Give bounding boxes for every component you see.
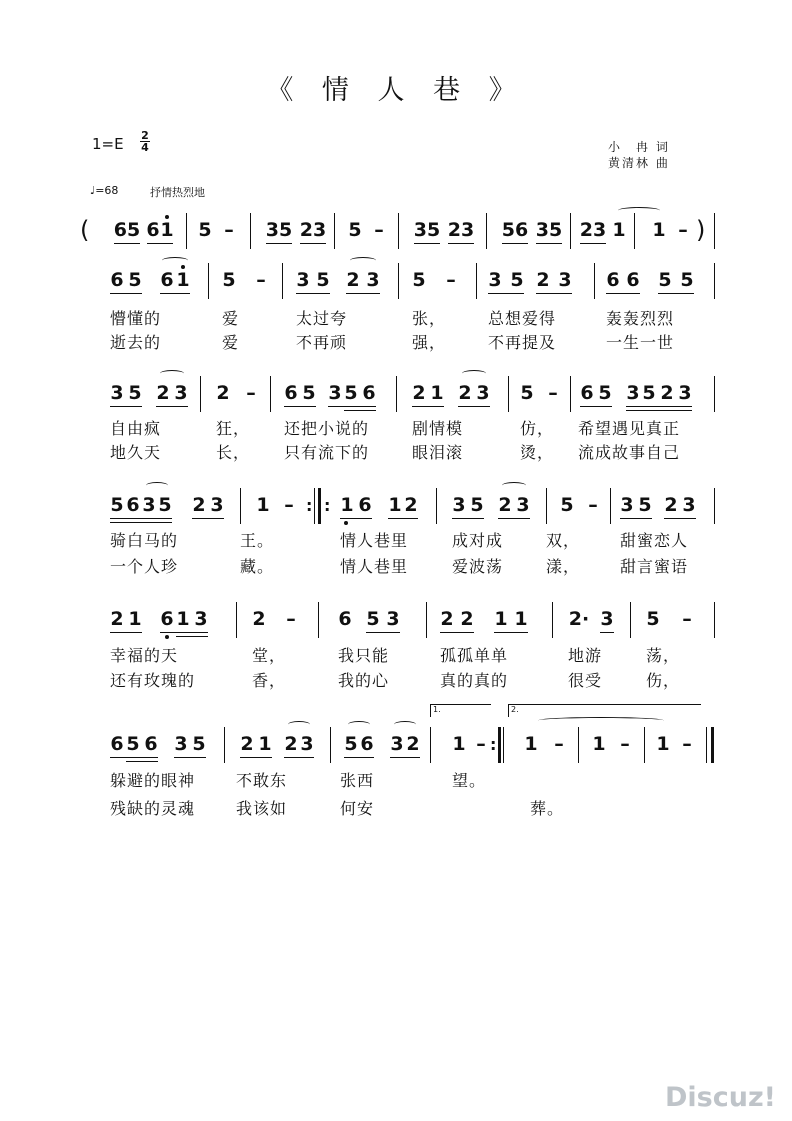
note: 3 <box>174 733 188 755</box>
key-signature: 1=E <box>92 135 124 153</box>
score-row-2 <box>0 376 792 412</box>
lyric: 双， <box>546 531 581 550</box>
open-paren: ( <box>80 216 90 244</box>
note: 3 <box>194 608 208 630</box>
lyric: 张西 <box>340 771 375 790</box>
note: 3 <box>386 608 400 630</box>
lyric: 荡， <box>646 646 681 665</box>
note: 5 <box>110 494 124 516</box>
note: 6 <box>580 382 594 404</box>
note: 2 <box>440 608 454 630</box>
lyric: 一个人珍 <box>110 557 179 576</box>
lyric: 我只能 <box>338 646 390 665</box>
lyric: 葬。 <box>530 799 565 818</box>
repeat-sign: : <box>490 735 497 754</box>
note: 6 <box>110 269 124 291</box>
note: 3 <box>210 494 224 516</box>
note: 2 <box>404 494 418 516</box>
note: – <box>620 733 630 755</box>
note: 2 <box>660 382 674 404</box>
lyric: 还把小说的 <box>284 419 370 438</box>
note: 6 <box>606 269 620 291</box>
note: 56 <box>501 219 529 241</box>
lyric: 何安 <box>340 799 375 818</box>
lyric: 只有流下的 <box>284 443 370 462</box>
note: 5 <box>198 219 212 241</box>
score-row-1 <box>0 263 792 299</box>
note: – <box>682 733 692 755</box>
note: 5 <box>658 269 672 291</box>
expression-mark: 抒情热烈地 <box>150 186 205 199</box>
note: 6 <box>126 494 140 516</box>
note: 2 <box>406 733 420 755</box>
note: 3 <box>452 494 466 516</box>
repeat-sign: : <box>306 496 313 515</box>
note: 35 <box>265 219 293 241</box>
note: 5 <box>646 608 660 630</box>
note: 6 <box>338 608 352 630</box>
note: 5 <box>412 269 426 291</box>
note: 3 <box>174 382 188 404</box>
note: 1 <box>592 733 606 755</box>
tempo-mark: ♩=68 <box>90 184 119 197</box>
note: 1 <box>612 219 626 241</box>
note: 3 <box>600 608 614 630</box>
note: 1 <box>160 219 174 241</box>
note: 3 <box>682 494 696 516</box>
lyric: 张， <box>412 309 447 328</box>
note: – <box>224 219 234 241</box>
note: 1 <box>340 494 354 516</box>
lyric: 不再提及 <box>488 333 557 352</box>
lyric: 太过夸 <box>296 309 348 328</box>
lyric: 一生一世 <box>606 333 675 352</box>
score-row-4 <box>0 602 792 638</box>
note: 2 <box>284 733 298 755</box>
note: – <box>374 219 384 241</box>
lyric: 香， <box>252 671 287 690</box>
lyric: 孤孤单单 <box>440 646 509 665</box>
note: 3 <box>620 494 634 516</box>
note: 5 <box>642 382 656 404</box>
note: 1 <box>494 608 508 630</box>
note: – <box>588 494 598 516</box>
note: 3 <box>300 733 314 755</box>
note: 5 <box>344 382 358 404</box>
note: 3 <box>110 382 124 404</box>
watermark-logo: Discuz! <box>665 1082 776 1113</box>
note: 3 <box>296 269 310 291</box>
note: 2 <box>536 269 550 291</box>
lyric: 地久天 <box>110 443 162 462</box>
note: – <box>446 269 456 291</box>
lyric: 爱波荡 <box>452 557 504 576</box>
note: 2 <box>110 608 124 630</box>
note: 2 <box>192 494 206 516</box>
score-row-intro <box>0 213 792 249</box>
note: 5 <box>158 494 172 516</box>
note: 2 <box>664 494 678 516</box>
volta-second-ending: 2. <box>508 704 701 717</box>
lyric: 逝去的 <box>110 333 162 352</box>
note: 6 <box>146 219 160 241</box>
note: – <box>554 733 564 755</box>
note: 2 <box>412 382 426 404</box>
note: 2 <box>458 382 472 404</box>
lyric: 情人巷里 <box>340 557 409 576</box>
note: 6 <box>362 382 376 404</box>
note: 1 <box>258 733 272 755</box>
note: 1 <box>452 733 466 755</box>
lyric: 不敢东 <box>236 771 288 790</box>
lyric: 总想爱得 <box>488 309 557 328</box>
note: 35 <box>413 219 441 241</box>
note: 1 <box>524 733 538 755</box>
note: 6 <box>284 382 298 404</box>
note: 6 <box>358 494 372 516</box>
note: 3 <box>516 494 530 516</box>
lyric: 地游 <box>568 646 603 665</box>
note: 3 <box>558 269 572 291</box>
note: 2 <box>240 733 254 755</box>
note: 23 <box>579 219 607 241</box>
note: 2 <box>460 608 474 630</box>
lyric: 情人巷里 <box>340 531 409 550</box>
note: 3 <box>366 269 380 291</box>
lyric: 自由疯 <box>110 419 162 438</box>
note: – <box>678 219 688 241</box>
note: – <box>286 608 296 630</box>
lyric: 成对成 <box>452 531 504 550</box>
note: 3 <box>678 382 692 404</box>
lyric: 希望遇见真正 <box>578 419 681 438</box>
note: – <box>548 382 558 404</box>
note: 1 <box>256 494 270 516</box>
lyric: 烫， <box>520 443 555 462</box>
note: 5 <box>344 733 358 755</box>
note: – <box>476 733 486 755</box>
note: 6 <box>144 733 158 755</box>
note: 1 <box>652 219 666 241</box>
note: 5 <box>598 382 612 404</box>
lyric: 还有玫瑰的 <box>110 671 196 690</box>
lyric: 幸福的天 <box>110 646 179 665</box>
note: 3 <box>142 494 156 516</box>
song-title: 《 情 人 巷 》 <box>266 75 526 106</box>
note: 5 <box>510 269 524 291</box>
note: 2 <box>156 382 170 404</box>
lyric: 堂， <box>252 646 287 665</box>
note: 5 <box>128 269 142 291</box>
note: 1 <box>514 608 528 630</box>
lyric: 很受 <box>568 671 603 690</box>
note: – <box>284 494 294 516</box>
volta-first-ending: 1. <box>430 704 491 717</box>
note: 6 <box>160 608 174 630</box>
note: 3 <box>476 382 490 404</box>
note: 5 <box>348 219 362 241</box>
note: 6 <box>360 733 374 755</box>
note: 5 <box>192 733 206 755</box>
lyric: 爱 <box>222 333 240 352</box>
lyric: 狂， <box>216 419 251 438</box>
lyric: 甜蜜恋人 <box>620 531 689 550</box>
lyric: 懵懂的 <box>110 309 162 328</box>
note: 1 <box>176 608 190 630</box>
lyric: 躲避的眼神 <box>110 771 196 790</box>
note: – <box>256 269 266 291</box>
note: 1 <box>430 382 444 404</box>
note: 6 <box>626 269 640 291</box>
lyric: 真的真的 <box>440 671 509 690</box>
note: 2 <box>346 269 360 291</box>
note: 5 <box>680 269 694 291</box>
note: – <box>682 608 692 630</box>
lyric: 伤， <box>646 671 681 690</box>
lyric: 望。 <box>452 771 487 790</box>
close-paren: ) <box>696 216 706 244</box>
composer-credit: 黄清林 曲 <box>608 156 670 170</box>
note: 5 <box>560 494 574 516</box>
lyric: 藏。 <box>240 557 275 576</box>
note: 5 <box>128 382 142 404</box>
note: 23 <box>299 219 327 241</box>
note: 3 <box>328 382 342 404</box>
note: 5 <box>520 382 534 404</box>
lyric: 残缺的灵魂 <box>110 799 196 818</box>
note: 35 <box>535 219 563 241</box>
lyric: 骑白马的 <box>110 531 179 550</box>
note: 3 <box>488 269 502 291</box>
lyricist-credit: 小 冉 词 <box>608 140 670 154</box>
note: 1 <box>656 733 670 755</box>
lyric: 仿， <box>520 419 555 438</box>
note: 5 <box>222 269 236 291</box>
note: 5 <box>366 608 380 630</box>
note: 2 <box>252 608 266 630</box>
note: 5 <box>126 733 140 755</box>
note: 3 <box>626 382 640 404</box>
note: 6 <box>160 269 174 291</box>
note: 5 <box>470 494 484 516</box>
note: 5 <box>638 494 652 516</box>
note: 65 <box>113 219 141 241</box>
lyric: 眼泪滚 <box>412 443 464 462</box>
lyric: 轰轰烈烈 <box>606 309 675 328</box>
lyric: 我该如 <box>236 799 288 818</box>
repeat-sign: : <box>324 496 331 515</box>
note: 23 <box>447 219 475 241</box>
note: 6 <box>110 733 124 755</box>
lyric: 我的心 <box>338 671 390 690</box>
note: – <box>246 382 256 404</box>
lyric: 长， <box>216 443 251 462</box>
lyric: 不再顽 <box>296 333 348 352</box>
lyric: 流成故事自己 <box>578 443 681 462</box>
note: 3 <box>390 733 404 755</box>
lyric: 甜言蜜语 <box>620 557 689 576</box>
lyric: 强， <box>412 333 447 352</box>
note: 1 <box>388 494 402 516</box>
note: 2· <box>568 608 590 630</box>
note: 2 <box>498 494 512 516</box>
note: 5 <box>302 382 316 404</box>
note: 2 <box>216 382 230 404</box>
lyric: 爱 <box>222 309 240 328</box>
lyric: 王。 <box>240 531 275 550</box>
lyric: 漾， <box>546 557 581 576</box>
score-row-3 <box>0 488 792 524</box>
note: 1 <box>128 608 142 630</box>
score-row-5 <box>0 727 792 763</box>
note: 5 <box>316 269 330 291</box>
lyric: 剧情模 <box>412 419 464 438</box>
note: 1 <box>176 269 190 291</box>
time-signature: $\frac{2}{4}$ <box>141 129 149 154</box>
